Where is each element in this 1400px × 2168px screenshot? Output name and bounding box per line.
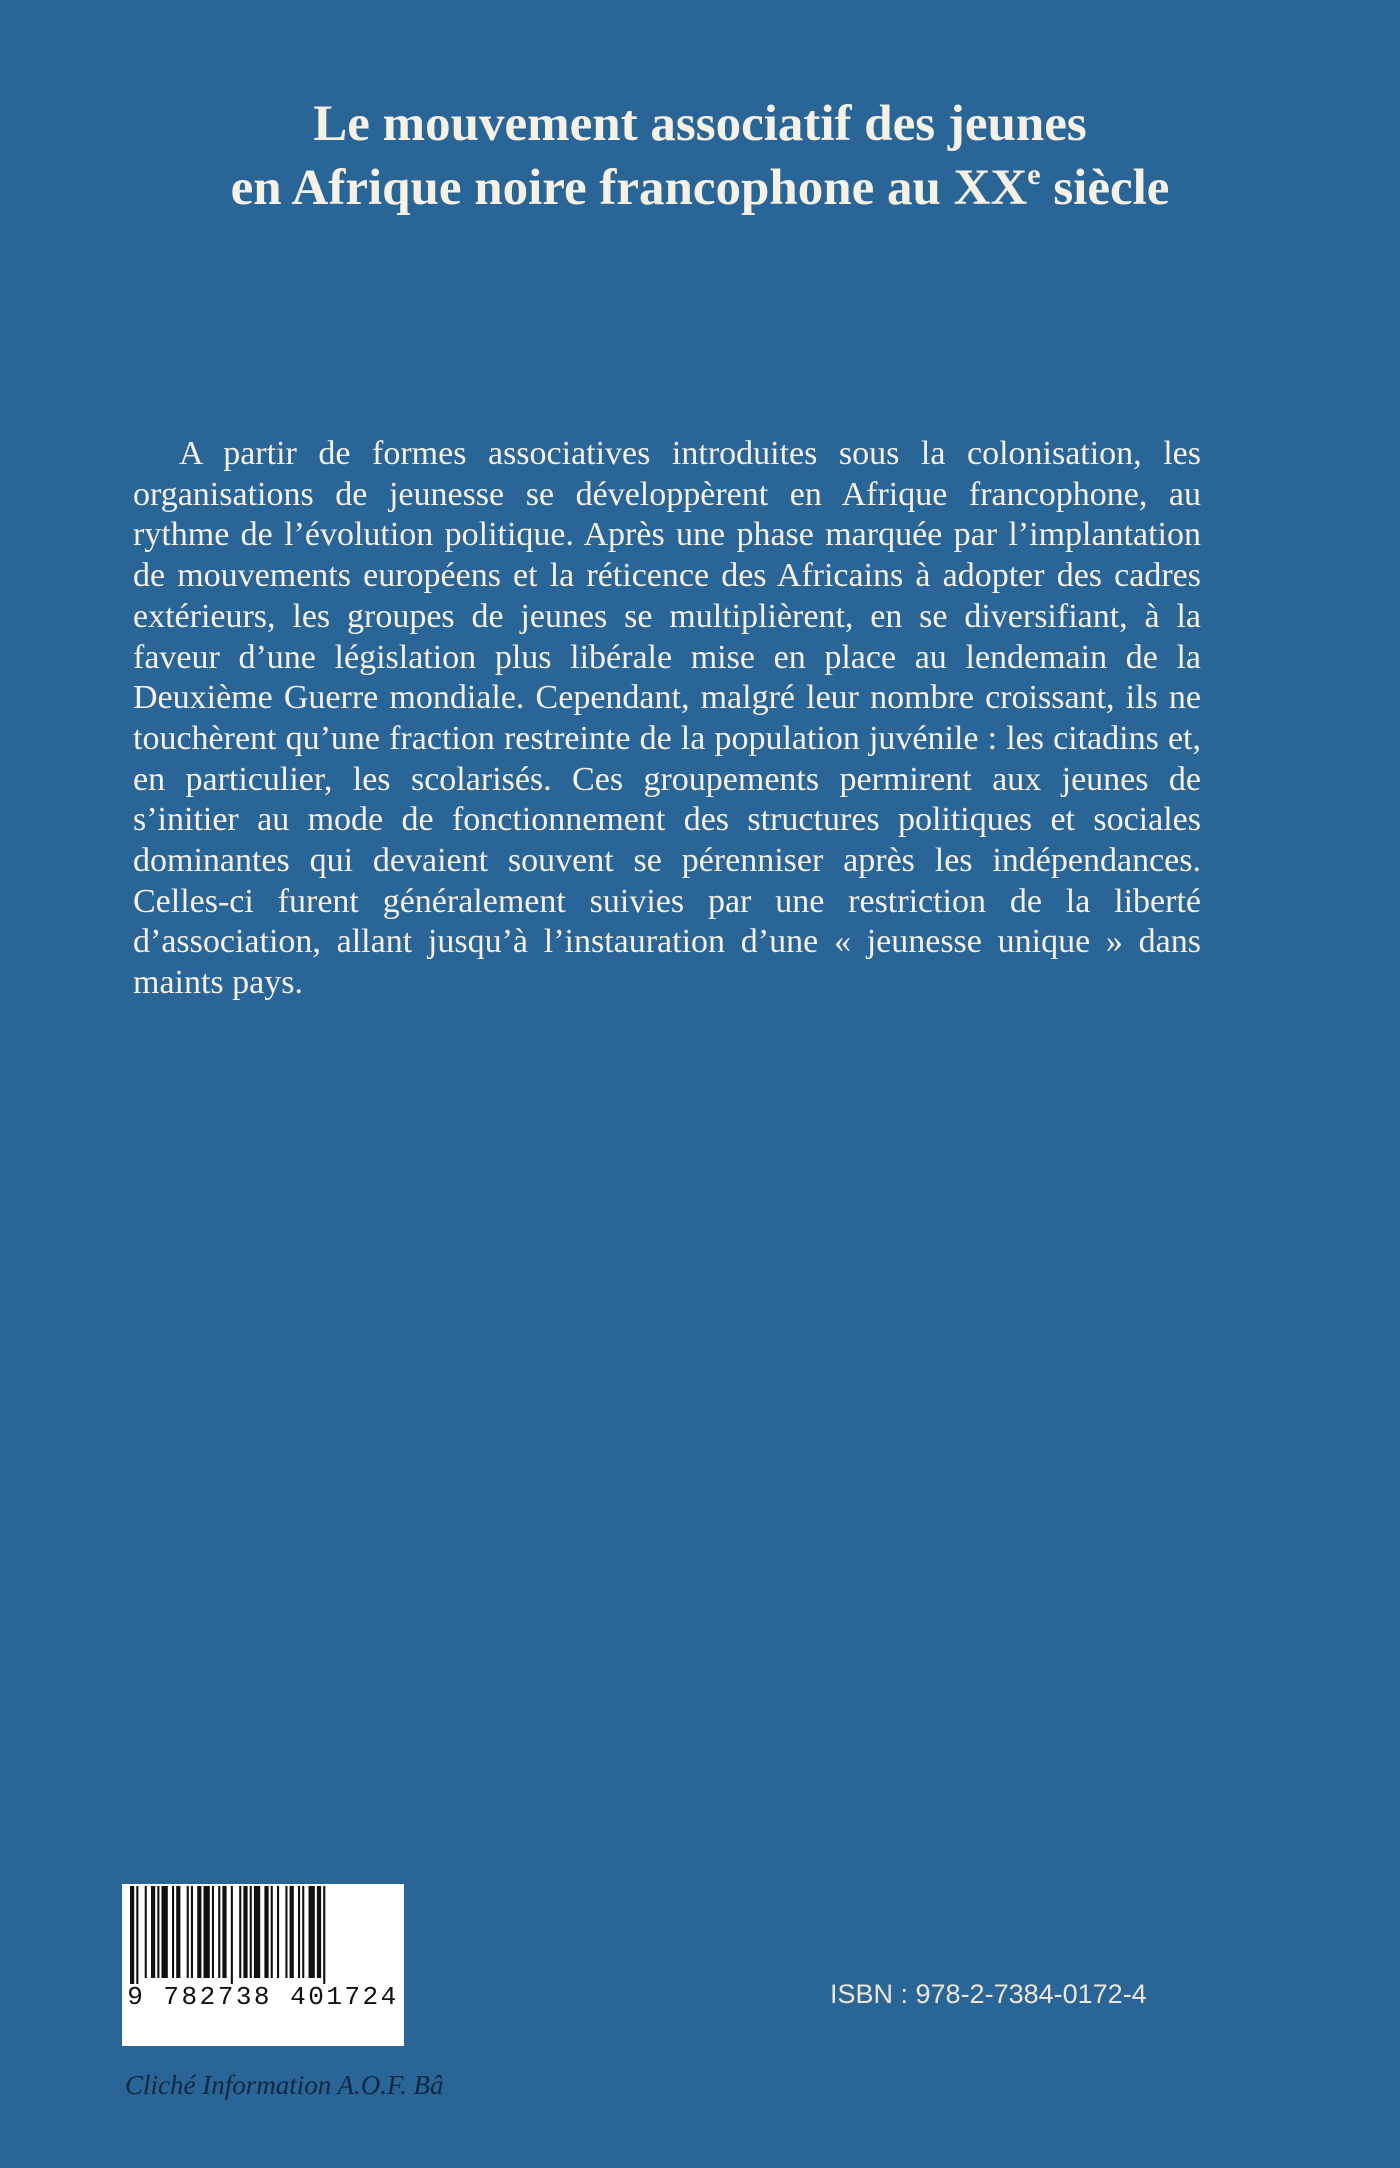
barcode-bar <box>187 1886 189 1978</box>
barcode-bar <box>298 1886 300 1978</box>
barcode-bar <box>145 1886 147 1978</box>
barcode-bar <box>285 1886 287 1978</box>
barcode-bar <box>176 1886 180 1978</box>
barcode-bar <box>222 1886 226 1978</box>
barcode-bar <box>204 1886 210 1978</box>
title-line-2-prefix: en Afrique noire francophone au XX <box>230 160 1028 216</box>
barcode-bar <box>162 1886 168 1978</box>
barcode-bar <box>254 1886 260 1978</box>
barcode-bar <box>277 1886 279 1978</box>
barcode-bar <box>290 1886 294 1978</box>
back-cover-blurb: A partir de formes associatives introduites sous la colonisation, les organisations de jeunesse se développèrent en Afrique francophone, au rythme de l’évolution politique. Après une phase marquée par l’implantation de mouvements européens et la réticence des Africains à adopter des cadres extérieurs, les groupes de jeunes se multiplièrent, en se diversifiant, à la faveur d’une législation plus libérale mise en place au lendemain de la Deuxième Guerre mondiale. Cependant, malgré leur nombre croissant, ils ne touchèrent qu’une fraction restreinte de la population juvénile : les citadins et, en particulier, les scolarisés. Ces groupements permirent aux jeunes de s’initier au mode de fonctionnement des structures politiques et sociales dominantes qui devaient souvent se pérenniser après les indépendances. Celles-ci furent généralement suivies par une restriction de la liberté d’association, allant jusqu’à l’instauration d’une « jeunesse unique » dans maints pays. <box>133 435 1201 1002</box>
barcode-bar <box>130 1886 134 1984</box>
barcode-digits: 9 782738 401724 <box>127 1982 399 2012</box>
title-line-2-suffix: siècle <box>1040 160 1170 216</box>
barcode-bars <box>122 1884 404 1984</box>
barcode-bar <box>317 1886 321 1978</box>
barcode-bar <box>197 1886 201 1978</box>
barcode-bar <box>264 1886 268 1978</box>
barcode-bar <box>239 1886 241 1978</box>
barcode-bar <box>172 1886 174 1978</box>
title-line-1: Le mouvement associatif des jeunes <box>313 96 1087 152</box>
barcode-bar <box>323 1886 325 1984</box>
barcode-bar <box>191 1886 193 1978</box>
barcode-bar <box>302 1886 304 1978</box>
isbn-number: ISBN : 978-2-7384-0172-4 <box>830 1979 1147 2009</box>
barcode-bar <box>157 1886 159 1978</box>
title-century-superscript: e <box>1027 158 1041 191</box>
barcode-bar <box>309 1886 315 1978</box>
barcode-bar <box>218 1886 220 1978</box>
barcode-bar <box>212 1886 214 1978</box>
title-line-2 <box>100 156 1300 220</box>
book-title <box>100 92 1300 220</box>
isbn-barcode <box>122 1884 404 2046</box>
barcode-bar <box>243 1886 247 1978</box>
barcode-bar <box>250 1886 252 1978</box>
barcode-bar <box>271 1886 273 1978</box>
photo-credit: Cliché Information A.O.F. Bâ <box>125 2070 444 2100</box>
barcode-bar <box>136 1886 138 1984</box>
barcode-bar <box>151 1886 155 1978</box>
barcode-bar <box>231 1886 233 1984</box>
